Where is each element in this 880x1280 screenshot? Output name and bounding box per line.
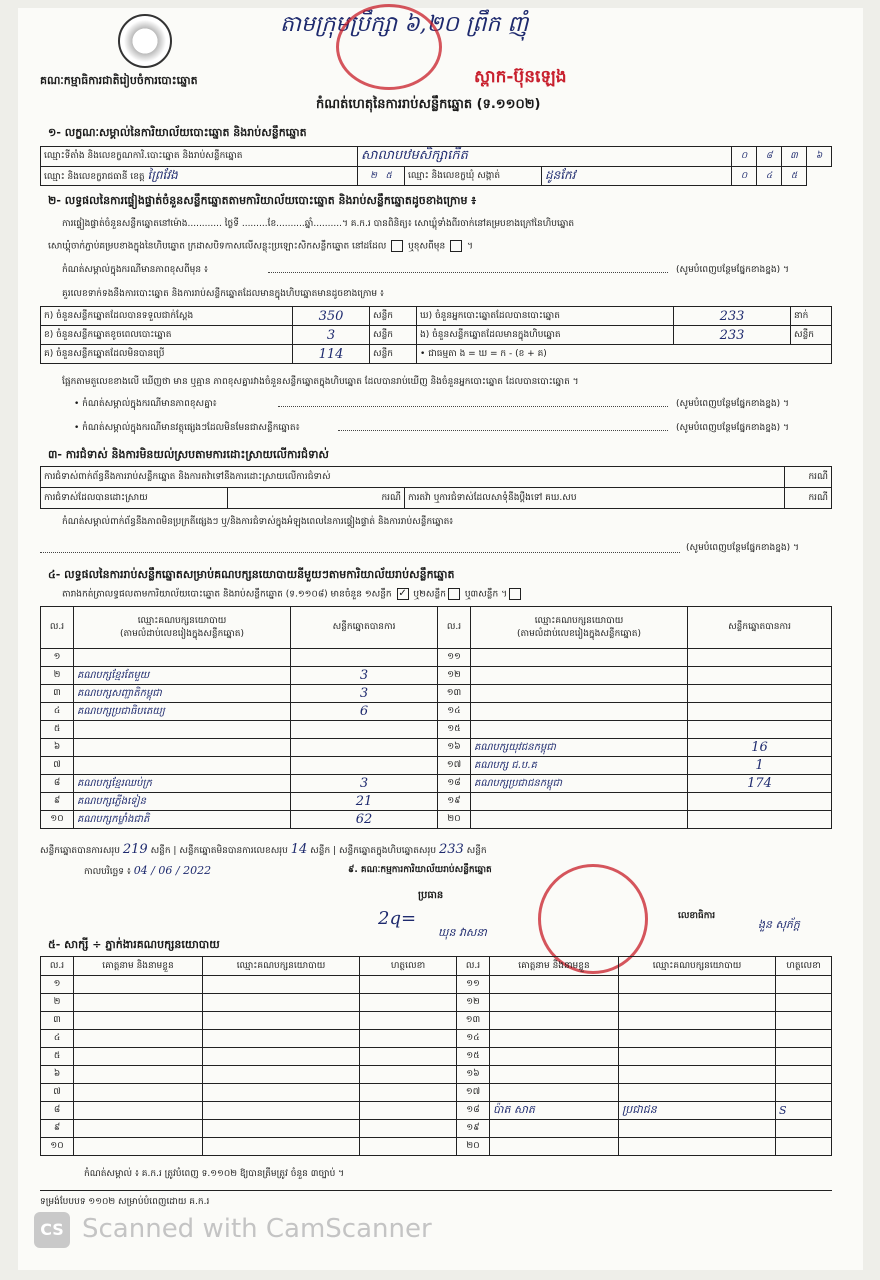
col-votes-header: សន្លឹកឆ្នោតបានការ xyxy=(291,607,438,649)
secretary-label: លេខាធិការ xyxy=(678,911,716,921)
witness-row xyxy=(41,1120,832,1138)
vote-count xyxy=(291,721,438,739)
witness-sign xyxy=(360,994,457,1012)
vote-party: គណបក្សប្រជាជនកម្ពុជា xyxy=(471,775,688,793)
witness-name xyxy=(490,976,619,994)
witness-no: ១៦ xyxy=(457,1066,490,1084)
vote-row xyxy=(41,721,832,739)
witness-sign xyxy=(360,1012,457,1030)
vote-no: ១៤ xyxy=(438,703,471,721)
witness-name xyxy=(490,1120,619,1138)
witness-sign xyxy=(776,1012,832,1030)
fill-hint-4: (សូមបំពេញបន្ថែមផ្នែកខាងខ្នង) ។ xyxy=(686,543,799,553)
count-left-label: ខ) ចំនួនសន្លឹកឆ្នោតខូចពេលបោះឆ្នោត xyxy=(41,326,293,345)
vote-no: ១៣ xyxy=(438,685,471,703)
witness-party xyxy=(203,1138,360,1156)
section4-intro: តារាងកត់ត្រាលទ្ធផលតាមការិយាល័យបោះឆ្នោត និងរាប់សន្លឹកឆ្នោត (ទ.១១០៨) មានចំនួន ១សន្លឹក xyxy=(62,589,392,600)
witness-party xyxy=(203,1012,360,1030)
witness-party xyxy=(619,1048,776,1066)
witness-no: ១៩ xyxy=(457,1120,490,1138)
count-right-value: 233 xyxy=(674,307,791,326)
count-row xyxy=(41,345,832,364)
witness-sign xyxy=(776,1138,832,1156)
count-right-label: ង) ចំនួនសន្លឹកឆ្នោតដែលមានក្នុងហិបឆ្នោត xyxy=(417,326,674,345)
count-unit: សន្លឹក xyxy=(370,345,417,364)
witness-no: ១៣ xyxy=(457,1012,490,1030)
province-value: ព្រៃវែង xyxy=(147,168,178,182)
witness-name xyxy=(490,994,619,1012)
three-sheet-checkbox xyxy=(509,588,521,600)
vote-row xyxy=(41,811,832,829)
w-col-sign: ហត្ថលេខា xyxy=(360,957,457,976)
section3-line xyxy=(40,552,680,553)
commune-label: ឈ្មោះ និងលេខក្ខឃុំ សង្កាត់ xyxy=(405,167,542,186)
fill-hint-1: (សូមបំពេញបន្ថែមផ្នែកខាងខ្នង) ។ xyxy=(676,265,789,275)
form-title: កំណត់ហេតុនៃការរាប់សន្លឹកឆ្នោត (ទ.១១០២) xyxy=(316,97,541,112)
document-page xyxy=(18,8,863,1270)
col-no-header: ល.រ xyxy=(41,607,74,649)
bullet1-line xyxy=(278,406,668,407)
date-value: 04 / 06 / 2022 xyxy=(133,864,212,877)
witness-sign: S xyxy=(776,1102,832,1120)
vote-party: គណបក្សខ្មែរឈប់ក្រ xyxy=(74,775,291,793)
section4-intro-row xyxy=(62,588,523,602)
count-left-label: ក) ចំនួនសន្លឹកឆ្នោតដែលបានទទួលជាក់ស្តែង xyxy=(41,307,293,326)
witness-sign xyxy=(360,1084,457,1102)
witness-no: ១០ xyxy=(41,1138,74,1156)
witness-no: ១៤ xyxy=(457,1030,490,1048)
witness-party xyxy=(203,1066,360,1084)
witness-name xyxy=(490,1066,619,1084)
vote-party xyxy=(471,703,688,721)
location-value: សាលាបឋមសិក្សាកើត xyxy=(358,147,732,167)
vote-row xyxy=(41,667,832,685)
vote-count xyxy=(291,739,438,757)
same-checkbox xyxy=(391,240,403,252)
vote-count: 16 xyxy=(688,739,832,757)
section1-heading: ១- លក្ខណៈសម្គាល់នៃការិយាល័យបោះឆ្នោត និងរាប់សន្លឹកឆ្នោត xyxy=(48,126,307,139)
witness-name xyxy=(74,994,203,1012)
witness-no: ១៧ xyxy=(457,1084,490,1102)
witness-name: ប៉ាត សាត xyxy=(490,1102,619,1120)
witness-no: ៦ xyxy=(41,1066,74,1084)
location-code-digit: ៦ xyxy=(807,147,832,167)
section2-heading: ២- លទ្ធផលនៃការផ្ទៀងផ្ទាត់ចំនួនសន្លឹកឆ្នោតតាមការិយាល័យបោះឆ្នោត និងរាប់សន្លឹកឆ្នោតដូចខាងក្រោម ៖ xyxy=(48,194,477,207)
section5-heading: ៥- សាក្សី ÷ ភ្នាក់ងារគណបក្សនយោបាយ xyxy=(48,938,220,951)
section2-para1: ការផ្ទៀងផ្ទាត់ចំនួនសន្លឹកឆ្នោតនៅម៉ោង............ ថ្ងៃទី .........ខែ..........ឆ្នាំ..........។ គ.ក.រ បានពិនិត្យ៖ សោឃ្ពុំទាំងពីរចាក់នៅគម្របខាងក្រៅនៃហិបឆ្នោត xyxy=(62,219,575,229)
vote-count xyxy=(291,649,438,667)
vote-count xyxy=(688,721,832,739)
witness-name xyxy=(490,1084,619,1102)
witness-name xyxy=(74,1012,203,1030)
vote-row xyxy=(41,757,832,775)
witness-sign xyxy=(776,1120,832,1138)
note1-line xyxy=(268,272,668,273)
vote-count: 174 xyxy=(688,775,832,793)
witness-row xyxy=(41,976,832,994)
vote-party xyxy=(471,667,688,685)
witness-sign xyxy=(776,1030,832,1048)
section4-heading: ៤- លទ្ធផលនៃការរាប់សន្លឹកឆ្នោតសម្រាប់គណបក្សនយោបាយនីមួយៗតាមការិយាល័យរាប់សន្លឹកឆ្នោត xyxy=(48,568,455,581)
witness-sign xyxy=(776,994,832,1012)
count-row xyxy=(41,326,832,345)
w-col-no: ល.រ xyxy=(41,957,74,976)
commune-code-digit: ៥ xyxy=(782,167,807,186)
vote-count: 3 xyxy=(291,667,438,685)
vote-party xyxy=(471,793,688,811)
commune-code-digit: ០ xyxy=(732,167,757,186)
vote-no: ៤ xyxy=(41,703,74,721)
invalid-label: សន្លឹកឆ្នោតមិនបានការលេខសរុប xyxy=(179,846,288,856)
count-table xyxy=(40,306,832,364)
witness-sign xyxy=(360,1120,457,1138)
witness-no: ១២ xyxy=(457,994,490,1012)
witness-table xyxy=(40,956,832,1156)
vote-row xyxy=(41,739,832,757)
vote-no: ៣ xyxy=(41,685,74,703)
different-label: ឬខុសពីមុន xyxy=(408,241,446,252)
w-col-name: គោត្តនាម និងនាមខ្លួន xyxy=(74,957,203,976)
province-label: ឈ្មោះ និងលេខក្ខរាជធានី ខេត្ត xyxy=(44,172,145,182)
location-table xyxy=(40,146,832,186)
section2-bullet1: • កំណត់សម្គាល់ក្នុងករណីមានភាពខុសគ្នា៖ xyxy=(74,399,217,409)
col-party-header: ឈ្មោះគណបក្សនយោបាយ (តាមលំដាប់លេខរៀងក្នុងសន្លឹកឆ្នោត) xyxy=(471,607,688,649)
appeal-label: ការតវ៉ា ឬការជំទាស់ដែលសាទុំនឹងប្តឹងទៅ គឃ.សប xyxy=(405,488,785,509)
witness-name xyxy=(74,1048,203,1066)
one-sheet-checkbox: ✓ xyxy=(398,588,407,599)
vote-no: ១៧ xyxy=(438,757,471,775)
vote-row xyxy=(41,793,832,811)
emblem-icon xyxy=(118,14,172,68)
witness-party xyxy=(203,976,360,994)
count-committee-label: ៩. គណៈកម្មការការិយាល័យរាប់សន្លឹកឆ្នោត xyxy=(348,865,492,875)
vote-no: ៧ xyxy=(41,757,74,775)
vote-count: 62 xyxy=(291,811,438,829)
witness-sign xyxy=(776,1048,832,1066)
totals-row: សន្លឹកឆ្នោតបានការសរុប 219 សន្លឹក | សន្លឹកឆ្នោតមិនបានការលេខសរុប 14 សន្លឹក | សន្លឹកឆ្នោតក្នុងហិបឆ្នោតសរុប 233 សន្លឹក xyxy=(40,842,487,857)
vote-no: ១ xyxy=(41,649,74,667)
votes-table xyxy=(40,606,832,829)
commune-value: ដូនកែវ xyxy=(542,167,732,186)
count-left-value: 3 xyxy=(293,326,370,345)
count-left-value: 350 xyxy=(293,307,370,326)
objection-table xyxy=(40,466,832,509)
vote-party xyxy=(471,649,688,667)
count-row xyxy=(41,307,832,326)
w-col-party: ឈ្មោះគណបក្សនយោបាយ xyxy=(619,957,776,976)
w-col-sign: ហត្ថលេខា xyxy=(776,957,832,976)
witness-party xyxy=(619,1030,776,1048)
w-col-party: ឈ្មោះគណបក្សនយោបាយ xyxy=(203,957,360,976)
vote-party xyxy=(74,757,291,775)
witness-party xyxy=(203,1030,360,1048)
commune-code-digit: ៤ xyxy=(757,167,782,186)
vote-party: គណបក្សកម្លាំងជាតិ xyxy=(74,811,291,829)
w-col-name: គោត្តនាម និងនាមខ្លួន xyxy=(490,957,619,976)
witness-party xyxy=(619,1120,776,1138)
vote-no: ១៥ xyxy=(438,721,471,739)
section2-para3: គួរលេខទាក់ទងនឹងការបោះឆ្នោត និងការរាប់សន្លឹកឆ្នោតដែលមានក្នុងហិបឆ្នោតមានដូចខាងក្រោម ៖ xyxy=(62,289,384,299)
vote-count: 21 xyxy=(291,793,438,811)
witness-row xyxy=(41,1048,832,1066)
count-left-label: គ) ចំនួនសន្លឹកឆ្នោតដែលមិនបានប្រើ xyxy=(41,345,293,364)
vote-count xyxy=(688,649,832,667)
col-votes-header: សន្លឹកឆ្នោតបានការ xyxy=(688,607,832,649)
count-right-unit: សន្លឹក xyxy=(791,326,832,345)
inbox-label: សន្លឹកឆ្នោតក្នុងហិបឆ្នោតសរុប xyxy=(338,846,437,856)
total-label: សន្លឹកឆ្នោតបានការសរុប xyxy=(40,846,120,856)
total-value: 219 xyxy=(122,842,148,857)
secretary-name: ងួន សុភ័ក្ត xyxy=(758,918,800,931)
fill-hint-2: (សូមបំពេញបន្ថែមផ្នែកខាងខ្នង) ។ xyxy=(676,399,789,409)
vote-no: ២ xyxy=(41,667,74,685)
count-formula: • ជាធម្មតា ង = ឃ = ក - (ខ + គ) xyxy=(417,345,832,364)
camscanner-text: Scanned with CamScanner xyxy=(82,1214,432,1244)
section5-footnote: កំណត់សម្គាល់ ៖ គ.ក.រ ត្រូវបំពេញ ទ.១១០២ ឱ្យបានត្រឹមត្រូវ ចំនួន ៣ច្បាប់ ។ xyxy=(84,1169,345,1179)
location-code-digit: ៣ xyxy=(782,147,807,167)
witness-no: ២ xyxy=(41,994,74,1012)
section2-para4: ផ្អែកតាមតួលេខខាងលើ ឃើញថា មាន ឬគ្មាន ភាពខុសគ្នារវាងចំនួនសន្លឹកឆ្នោតក្នុងហិបឆ្នោត ដែលបានរាប់ឃើញ និងចំនួនអ្នកបោះឆ្នោត ដែលបានបោះឆ្នោត ។ xyxy=(62,377,579,387)
vote-count xyxy=(688,793,832,811)
vote-party xyxy=(471,721,688,739)
witness-name xyxy=(490,1048,619,1066)
witness-sign xyxy=(360,1138,457,1156)
count-unit: សន្លឹក xyxy=(370,307,417,326)
witness-sign xyxy=(776,976,832,994)
vote-party: គណបក្សសញ្ជាតិកម្ពុជា xyxy=(74,685,291,703)
location-code-digit: ៨ xyxy=(757,147,782,167)
witness-row xyxy=(41,1066,832,1084)
bullet2-line xyxy=(338,430,668,431)
section3-note: កំណត់សម្គាល់ពាក់ព័ន្ធនឹងភាពមិនប្រក្រតីផ្សេងៗ ឬ/និងការជំទាស់ក្នុងអំឡុងពេលនៃការផ្ទៀងផ្ទាត់ និងការរាប់សន្លឹកឆ្នោត៖ xyxy=(62,517,454,527)
different-checkbox xyxy=(450,240,462,252)
chair-label: ប្រធាន xyxy=(418,890,444,901)
witness-party xyxy=(619,1066,776,1084)
vote-party xyxy=(471,811,688,829)
witness-party xyxy=(619,1012,776,1030)
chair-name: ឃុន វាសនា xyxy=(438,926,487,939)
vote-party: គណបក្សភ្លើងទៀន xyxy=(74,793,291,811)
vote-no: ៨ xyxy=(41,775,74,793)
form-note: ទម្រង់បែបបទ ១១០២ សម្រាប់បំពេញដោយ គ.ក.រ xyxy=(40,1197,210,1207)
two-sheet-label: ឬ២សន្លឹក xyxy=(413,589,446,600)
witness-party xyxy=(203,994,360,1012)
witness-name xyxy=(74,1102,203,1120)
vote-party: គណបក្ស ជ.ប.គ xyxy=(471,757,688,775)
vote-row xyxy=(41,775,832,793)
count-right-label: ឃ) ចំនួនអ្នកបោះឆ្នោតដែលបានបោះឆ្នោត xyxy=(417,307,674,326)
witness-sign xyxy=(776,1084,832,1102)
witness-party xyxy=(619,994,776,1012)
witness-no: ២០ xyxy=(457,1138,490,1156)
witness-party xyxy=(619,1138,776,1156)
count-right-unit: នាក់ xyxy=(791,307,832,326)
vote-count xyxy=(688,703,832,721)
section2-bullet2: • កំណត់សម្គាល់ក្នុងករណីមានវត្ថុផ្សេងៗដែលមិនមែនជាសន្លឹកឆ្នោត៖ xyxy=(74,423,300,433)
witness-sign xyxy=(360,1066,457,1084)
col-no-header: ល.រ xyxy=(438,607,471,649)
witness-name xyxy=(74,976,203,994)
vote-no: ៥ xyxy=(41,721,74,739)
vote-count xyxy=(688,811,832,829)
witness-party xyxy=(203,1120,360,1138)
vote-party xyxy=(74,721,291,739)
witness-no: ៧ xyxy=(41,1084,74,1102)
vote-count xyxy=(291,757,438,775)
location-label: ឈ្មោះទីតាំង និងលេខក្ខណការិ.បោះឆ្នោត និងរាប់សន្លឹកឆ្នោត xyxy=(41,147,358,167)
w-col-no: ល.រ xyxy=(457,957,490,976)
vote-no: ១១ xyxy=(438,649,471,667)
vote-party xyxy=(471,685,688,703)
objection-row1-label: ការជំទាស់ពាក់ព័ន្ធនឹងការរាប់សន្លឹកឆ្នោត និងការតវ៉ាទៅនឹងការដោះស្រាយលើការជំទាស់ xyxy=(41,467,785,488)
witness-name xyxy=(490,1012,619,1030)
vote-no: ១៨ xyxy=(438,775,471,793)
vote-row xyxy=(41,649,832,667)
section2-para2: សោឃ្ពុំចាក់ភ្ជាប់គម្របខាងក្នុងនៃហិបឆ្នោត ក្រដាសបិទកាសលើសន្លុះប្រឡោះសិកសន្លឹកឆ្នោត នៅដដែល xyxy=(48,241,387,252)
witness-no: ១៨ xyxy=(457,1102,490,1120)
witness-no: ១ xyxy=(41,976,74,994)
vote-no: ១០ xyxy=(41,811,74,829)
red-name: ស្ពាក-ប៊ុនឡេង xyxy=(474,67,567,87)
col-party-header: ឈ្មោះគណបក្សនយោបាយ (តាមលំដាប់លេខរៀងក្នុងសន្លឹកឆ្នោត) xyxy=(74,607,291,649)
vote-count xyxy=(688,667,832,685)
two-sheet-checkbox xyxy=(448,588,460,600)
vote-party xyxy=(74,739,291,757)
witness-sign xyxy=(360,976,457,994)
witness-row xyxy=(41,1102,832,1120)
total-unit: សន្លឹក xyxy=(150,846,171,856)
witness-no: ៣ xyxy=(41,1012,74,1030)
vote-no: ៦ xyxy=(41,739,74,757)
witness-sign xyxy=(776,1066,832,1084)
count-left-value: 114 xyxy=(293,345,370,364)
vote-party: គណបក្សខ្មែរតែមួយ xyxy=(74,667,291,685)
witness-no: ១៥ xyxy=(457,1048,490,1066)
vote-no: ១៦ xyxy=(438,739,471,757)
witness-sign xyxy=(360,1048,457,1066)
witness-no: ៤ xyxy=(41,1030,74,1048)
section3-heading: ៣- ការជំទាស់ និងការមិនយល់ស្របតាមការដោះស្រាយលើការជំទាស់ xyxy=(48,448,329,461)
witness-row xyxy=(41,994,832,1012)
count-unit: សន្លឹក xyxy=(370,326,417,345)
invalid-unit: សន្លឹក xyxy=(310,846,331,856)
witness-row xyxy=(41,1012,832,1030)
red-stamp-top xyxy=(336,4,442,90)
witness-name xyxy=(74,1120,203,1138)
witness-row xyxy=(41,1138,832,1156)
handwritten-top-note: តាមក្រុមប្រឹក្សា ៦,២០ ព្រឹក ញុំ xyxy=(280,12,529,37)
committee-name: គណៈកម្មាធិការជាតិរៀបចំការបោះឆ្នោត xyxy=(40,74,198,87)
witness-name xyxy=(490,1138,619,1156)
location-code-digit: ០ xyxy=(732,147,757,167)
witness-no: ៨ xyxy=(41,1102,74,1120)
witness-no: ១១ xyxy=(457,976,490,994)
date-label: កាលបរិច្ឆេទ ៖ xyxy=(84,867,131,877)
resolved-cases: ករណី xyxy=(228,488,405,509)
vote-party xyxy=(74,649,291,667)
camscanner-logo-icon: CS xyxy=(34,1212,70,1248)
inbox-value: 233 xyxy=(438,842,464,857)
witness-name xyxy=(490,1030,619,1048)
province-code: ២ ៥ xyxy=(358,167,405,186)
vote-row xyxy=(41,685,832,703)
chair-signature: 2q= xyxy=(378,908,417,929)
vote-party: គណបក្សយុវជនកម្ពុជា xyxy=(471,739,688,757)
resolved-label: ការជំទាស់ដែលបានដោះស្រាយ xyxy=(41,488,228,509)
vote-no: ១៩ xyxy=(438,793,471,811)
vote-count: 6 xyxy=(291,703,438,721)
vote-count: 3 xyxy=(291,775,438,793)
section2-para2-row: សោឃ្ពុំចាក់ភ្ជាប់គម្របខាងក្នុងនៃហិបឆ្នោត ក្រដាសបិទកាសលើសន្លុះប្រឡោះសិកសន្លឹកឆ្នោត នៅដដែល ឬខុសពីមុន ។ xyxy=(48,241,473,252)
vote-no: ១២ xyxy=(438,667,471,685)
province-row xyxy=(41,167,358,186)
three-sheet-label: ឬ៣សន្លឹក ។ xyxy=(464,589,508,600)
witness-party xyxy=(619,976,776,994)
witness-name xyxy=(74,1138,203,1156)
witness-party: ប្រជាជន xyxy=(619,1102,776,1120)
witness-party xyxy=(203,1084,360,1102)
vote-party: គណបក្សប្រជាធិបតេយ្យ xyxy=(74,703,291,721)
fill-hint-3: (សូមបំពេញបន្ថែមផ្នែកខាងខ្នង) ។ xyxy=(676,423,789,433)
witness-name xyxy=(74,1084,203,1102)
vote-no: ២០ xyxy=(438,811,471,829)
footer-rule xyxy=(40,1190,832,1191)
vote-row xyxy=(41,703,832,721)
camscanner-watermark xyxy=(18,1206,478,1256)
witness-party xyxy=(619,1084,776,1102)
witness-name xyxy=(74,1030,203,1048)
section2-note1: កំណត់សម្គាល់ក្នុងករណីមានភាពខុសពីមុន ៖ xyxy=(62,265,208,275)
vote-count xyxy=(688,685,832,703)
vote-count: 1 xyxy=(688,757,832,775)
witness-row xyxy=(41,1084,832,1102)
witness-party xyxy=(203,1102,360,1120)
appeal-cases: ករណី xyxy=(785,488,832,509)
witness-party xyxy=(203,1048,360,1066)
witness-sign xyxy=(360,1102,457,1120)
vote-no: ៩ xyxy=(41,793,74,811)
witness-no: ៥ xyxy=(41,1048,74,1066)
witness-sign xyxy=(360,1030,457,1048)
vote-count: 3 xyxy=(291,685,438,703)
invalid-value: 14 xyxy=(290,842,308,857)
witness-name xyxy=(74,1066,203,1084)
inbox-unit: សន្លឹក xyxy=(466,846,487,856)
objection-cases: ករណី xyxy=(785,467,832,488)
witness-no: ៩ xyxy=(41,1120,74,1138)
count-right-value: 233 xyxy=(674,326,791,345)
date-row xyxy=(84,864,211,879)
witness-row xyxy=(41,1030,832,1048)
